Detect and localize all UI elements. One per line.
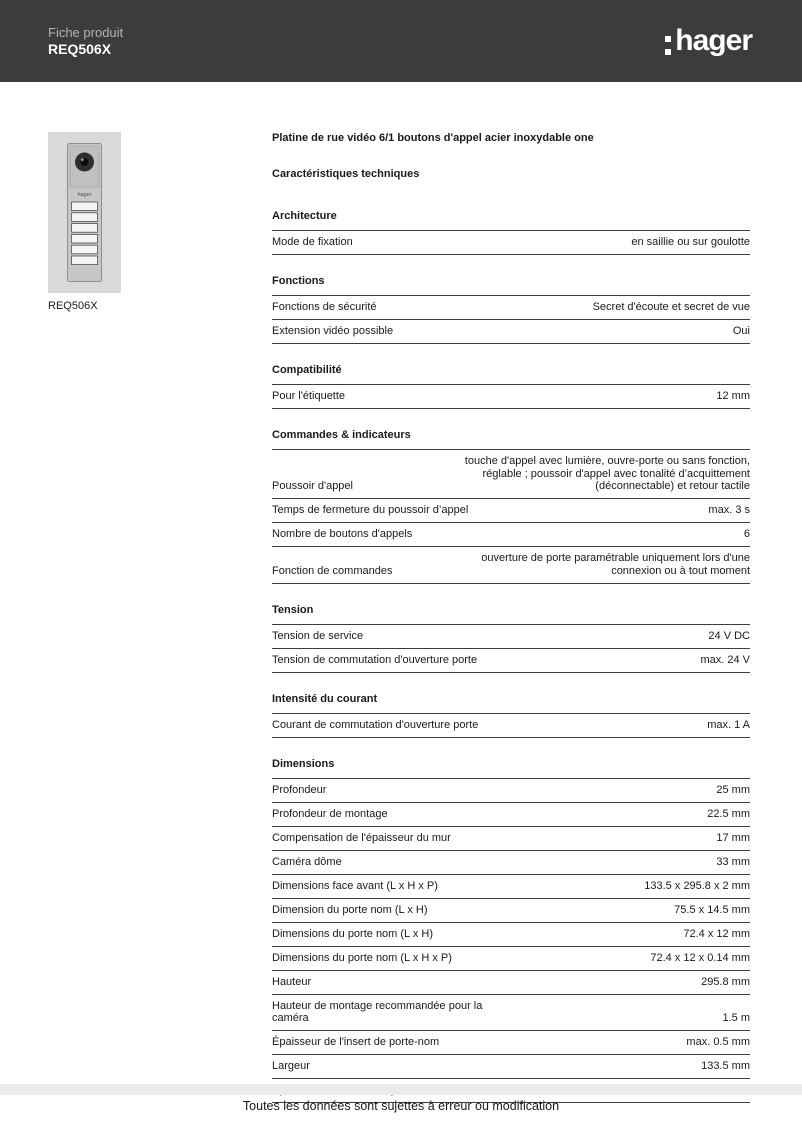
spec-row	[272, 230, 750, 254]
spec-section	[272, 758, 750, 1104]
spec-value: 24 V DC	[708, 629, 750, 642]
spec-label: Profondeur de montage	[272, 807, 388, 820]
section-heading: Fonctions	[272, 275, 325, 287]
spec-value: Secret d'écoute et secret de vue	[592, 301, 750, 313]
spec-label: Compensation de l'épaisseur du mur	[272, 831, 451, 844]
spec-row	[272, 850, 750, 874]
spec-section	[272, 693, 750, 738]
spec-row	[272, 898, 750, 922]
section-heading: Dimensions	[272, 757, 335, 770]
spec-label: Mode de fixation	[272, 236, 353, 248]
spec-value: ouverture de porte paramétrable uniquement lors d'une connexion ou à tout moment	[481, 552, 750, 577]
spec-label: Caméra dôme	[272, 855, 342, 868]
spec-row	[272, 874, 750, 898]
logo-text: hager	[675, 24, 752, 57]
spec-row	[272, 826, 750, 850]
spec-label: Profondeur	[272, 783, 327, 796]
spec-row	[272, 295, 750, 319]
spec-value: max. 24 V	[700, 653, 750, 666]
spec-row	[272, 1030, 750, 1054]
spec-row	[272, 922, 750, 946]
spec-row	[272, 546, 750, 583]
section-heading: Compatibilité	[272, 364, 342, 376]
footer-disclaimer: Toutes les données sont sujettes à erreur ou modification	[242, 1099, 560, 1113]
logo-colon-icon	[665, 28, 671, 55]
header	[0, 0, 802, 82]
spec-value: en saillie ou sur goulotte	[631, 236, 750, 248]
spec-row	[272, 778, 750, 802]
spec-value: 25 mm	[716, 783, 750, 796]
spec-sections	[272, 210, 750, 1103]
spec-row	[272, 384, 750, 408]
spec-row	[272, 648, 750, 672]
spec-value: max. 3 s	[708, 504, 750, 516]
spec-value: 72.4 x 12 mm	[683, 927, 750, 940]
section-heading: Intensité du courant	[272, 692, 378, 705]
spec-label: Hauteur de montage recommandée pour la caméra	[272, 999, 483, 1024]
spec-label: Dimensions du porte nom (L x H x P)	[272, 951, 452, 964]
spec-value: max. 1 A	[707, 718, 750, 731]
spec-label: Nombre de boutons d'appels	[272, 528, 413, 540]
spec-label: Courant de commutation d'ouverture porte	[272, 718, 479, 731]
product-image	[48, 132, 121, 293]
spec-row	[272, 319, 750, 343]
spec-value: 22.5 mm	[707, 807, 750, 820]
svg-text:hager: hager	[77, 192, 92, 198]
spec-row	[272, 498, 750, 522]
section-heading: Commandes & indicateurs	[272, 429, 411, 441]
hager-logo	[665, 26, 752, 56]
spec-value: 72.4 x 12 x 0.14 mm	[650, 951, 750, 964]
spec-row	[272, 522, 750, 546]
spec-label: Tension de service	[272, 629, 364, 642]
spec-value: 75.5 x 14.5 mm	[674, 903, 750, 916]
spec-value: 33 mm	[716, 855, 750, 868]
spec-value: 1.5 m	[722, 1012, 750, 1024]
spec-row	[272, 946, 750, 970]
product-code: REQ506X	[48, 40, 112, 57]
footer-divider	[0, 1084, 802, 1095]
spec-section	[272, 604, 750, 673]
spec-row	[272, 713, 750, 737]
spec-label: Temps de fermeture du poussoir d’appel	[272, 504, 469, 516]
spec-label: Pour l'étiquette	[272, 390, 346, 402]
spec-section	[272, 210, 750, 255]
spec-value: 295.8 mm	[701, 975, 750, 988]
spec-label: Dimension du porte nom (L x H)	[272, 903, 428, 916]
spec-label: Fonctions de sécurité	[272, 301, 377, 313]
spec-value: Oui	[732, 325, 750, 337]
spec-section	[272, 275, 750, 344]
spec-section	[272, 364, 750, 409]
spec-row	[272, 802, 750, 826]
spec-value: 6	[743, 528, 750, 540]
product-figure	[48, 132, 121, 312]
spec-row	[272, 1054, 750, 1078]
spec-value: 133.5 x 295.8 x 2 mm	[644, 879, 750, 892]
spec-label: Dimensions face avant (L x H x P)	[272, 879, 438, 892]
spec-label: Extension vidéo possible	[272, 325, 394, 337]
spec-value: touche d'appel avec lumière, ouvre-porte ou sans fonction, réglable ; poussoir d'appel avec tonalité d’acquittement (déconnectable) et retour tactile	[464, 455, 750, 492]
spec-label: Fonction de commandes	[272, 564, 393, 577]
product-title: Platine de rue vidéo 6/1 boutons d'appel acier inoxydable one	[272, 132, 594, 144]
spec-row	[272, 994, 750, 1031]
product-image-caption: REQ506X	[48, 300, 98, 312]
spec-value: 133.5 mm	[701, 1060, 750, 1072]
spec-value: 17 mm	[716, 831, 750, 844]
spec-label: Poussoir d'appel	[272, 480, 353, 492]
spec-label: Largeur	[272, 1060, 310, 1072]
spec-label: Épaisseur de l'insert de porte-nom	[272, 1036, 440, 1048]
spec-value: max. 0.5 mm	[686, 1036, 750, 1048]
doc-type-label: Fiche produit	[48, 24, 124, 40]
section-heading: Architecture	[272, 210, 337, 222]
footer	[0, 1084, 802, 1134]
spec-label: Tension de commutation d'ouverture porte	[272, 653, 478, 666]
header-titles	[48, 25, 123, 58]
spec-label: Dimensions du porte nom (L x H)	[272, 927, 433, 940]
spec-section	[272, 429, 750, 584]
spec-table	[272, 132, 750, 1103]
spec-label: Hauteur	[272, 975, 312, 988]
section-heading: Tension	[272, 603, 314, 616]
spec-row	[272, 449, 750, 498]
spec-row	[272, 624, 750, 648]
spec-value: 12 mm	[716, 390, 750, 402]
spec-row	[272, 970, 750, 994]
technical-characteristics-heading: Caractéristiques techniques	[272, 168, 420, 180]
